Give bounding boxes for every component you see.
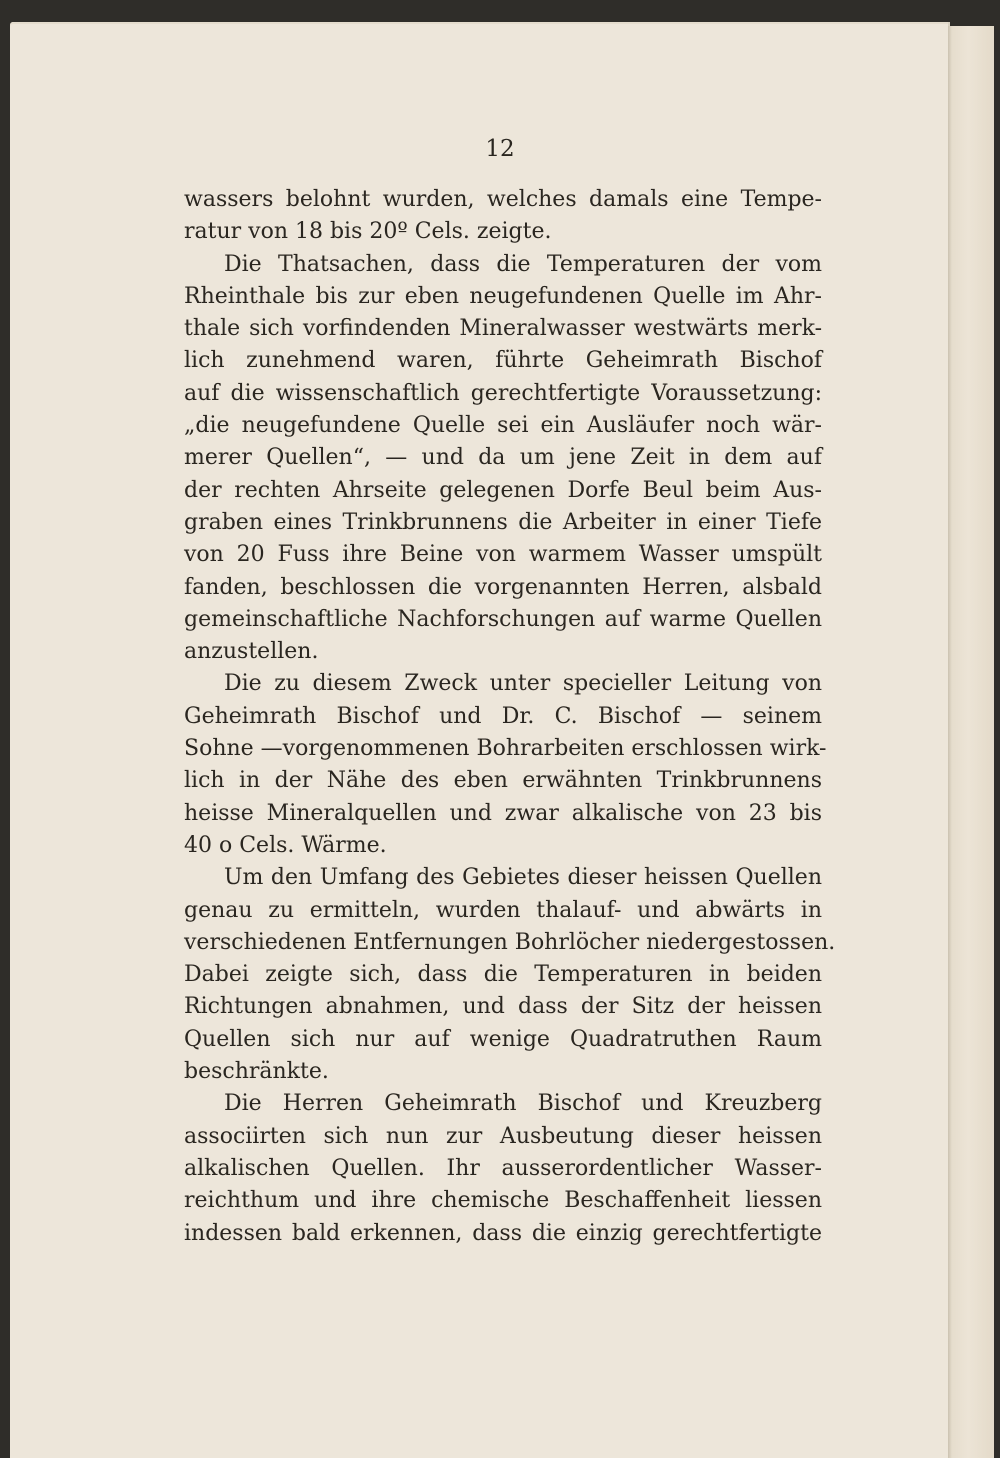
binding-shadow: [994, 26, 1000, 1458]
text-line: indessen bald erkennen, dass die einzig gerechtfertigte: [184, 1220, 822, 1246]
text-line: Rheinthale bis zur eben neugefundenen Quelle im Ahr-: [184, 283, 822, 309]
text-line: Die Thatsachen, dass die Temperaturen der vom: [224, 251, 822, 277]
text-line: der rechten Ahrseite gelegenen Dorfe Beul beim Aus-: [184, 477, 822, 503]
text-line: Quellen sich nur auf wenige Quadratruthen Raum: [184, 1026, 822, 1052]
text-line: „die neugefundene Quelle sei ein Ausläufer noch wär-: [184, 413, 822, 439]
text-line: reichthum und ihre chemische Beschaffenheit liessen: [184, 1188, 822, 1214]
text-line: merer Quellen“, — und da um jene Zeit in dem auf: [184, 445, 822, 471]
text-line: thale sich vorfindenden Mineralwasser westwärts merk-: [184, 316, 822, 342]
text-line: alkalischen Quellen. Ihr ausserordentlicher Wasser-: [184, 1155, 822, 1181]
text-line: associirten sich nun zur Ausbeutung dieser heissen: [184, 1123, 822, 1149]
text-line: Sohne —vorgenommenen Bohrarbeiten erschlossen wirk-: [184, 736, 827, 762]
text-line: graben eines Trinkbrunnens die Arbeiter in einer Tiefe: [184, 509, 822, 535]
text-line: Die Herren Geheimrath Bischof und Kreuzberg: [224, 1091, 822, 1117]
text-line: fanden, beschlossen die vorgenannten Herren, alsbald: [184, 574, 822, 600]
text-line: gemeinschaftliche Nachforschungen auf warme Quellen: [184, 606, 822, 632]
text-line: genau zu ermitteln, wurden thalauf- und abwärts in: [184, 897, 822, 923]
text-line: beschränkte.: [184, 1059, 329, 1085]
text-line: auf die wissenschaftlich gerechtfertigte Voraussetzung:: [184, 380, 822, 406]
text-line: Richtungen abnahmen, und dass der Sitz der heissen: [184, 994, 822, 1020]
next-page-edge: [948, 26, 1000, 1458]
text-line: wassers belohnt wurden, welches damals eine Tempe-: [184, 187, 822, 212]
text-line: verschiedenen Entfernungen Bohrlöcher niedergestossen.: [184, 929, 836, 955]
text-line: 40 o Cels. Wärme.: [184, 832, 387, 858]
text-line: heisse Mineralquellen und zwar alkalische von 23 bis: [184, 800, 822, 826]
text-line: lich in der Nähe des eben erwähnten Trinkbrunnens: [184, 768, 822, 794]
text-line: lich zunehmend waren, führte Geheimrath Bischof: [184, 348, 822, 374]
text-line: Dabei zeigte sich, dass die Temperaturen in beiden: [184, 962, 822, 988]
text-line: anzustellen.: [184, 639, 319, 665]
text-line: Die zu diesem Zweck unter specieller Leitung von: [224, 671, 822, 697]
text-line: von 20 Fuss ihre Beine von warmem Wasser umspült: [184, 542, 822, 568]
body-text: [184, 184, 836, 1250]
page-number: 12: [485, 136, 515, 162]
text-line: Um den Umfang des Gebietes dieser heissen Quellen: [224, 865, 822, 891]
text-line: ratur von 18 bis 20º Cels. zeigte.: [184, 219, 552, 245]
text-line: Geheimrath Bischof und Dr. C. Bischof — seinem: [184, 703, 822, 729]
